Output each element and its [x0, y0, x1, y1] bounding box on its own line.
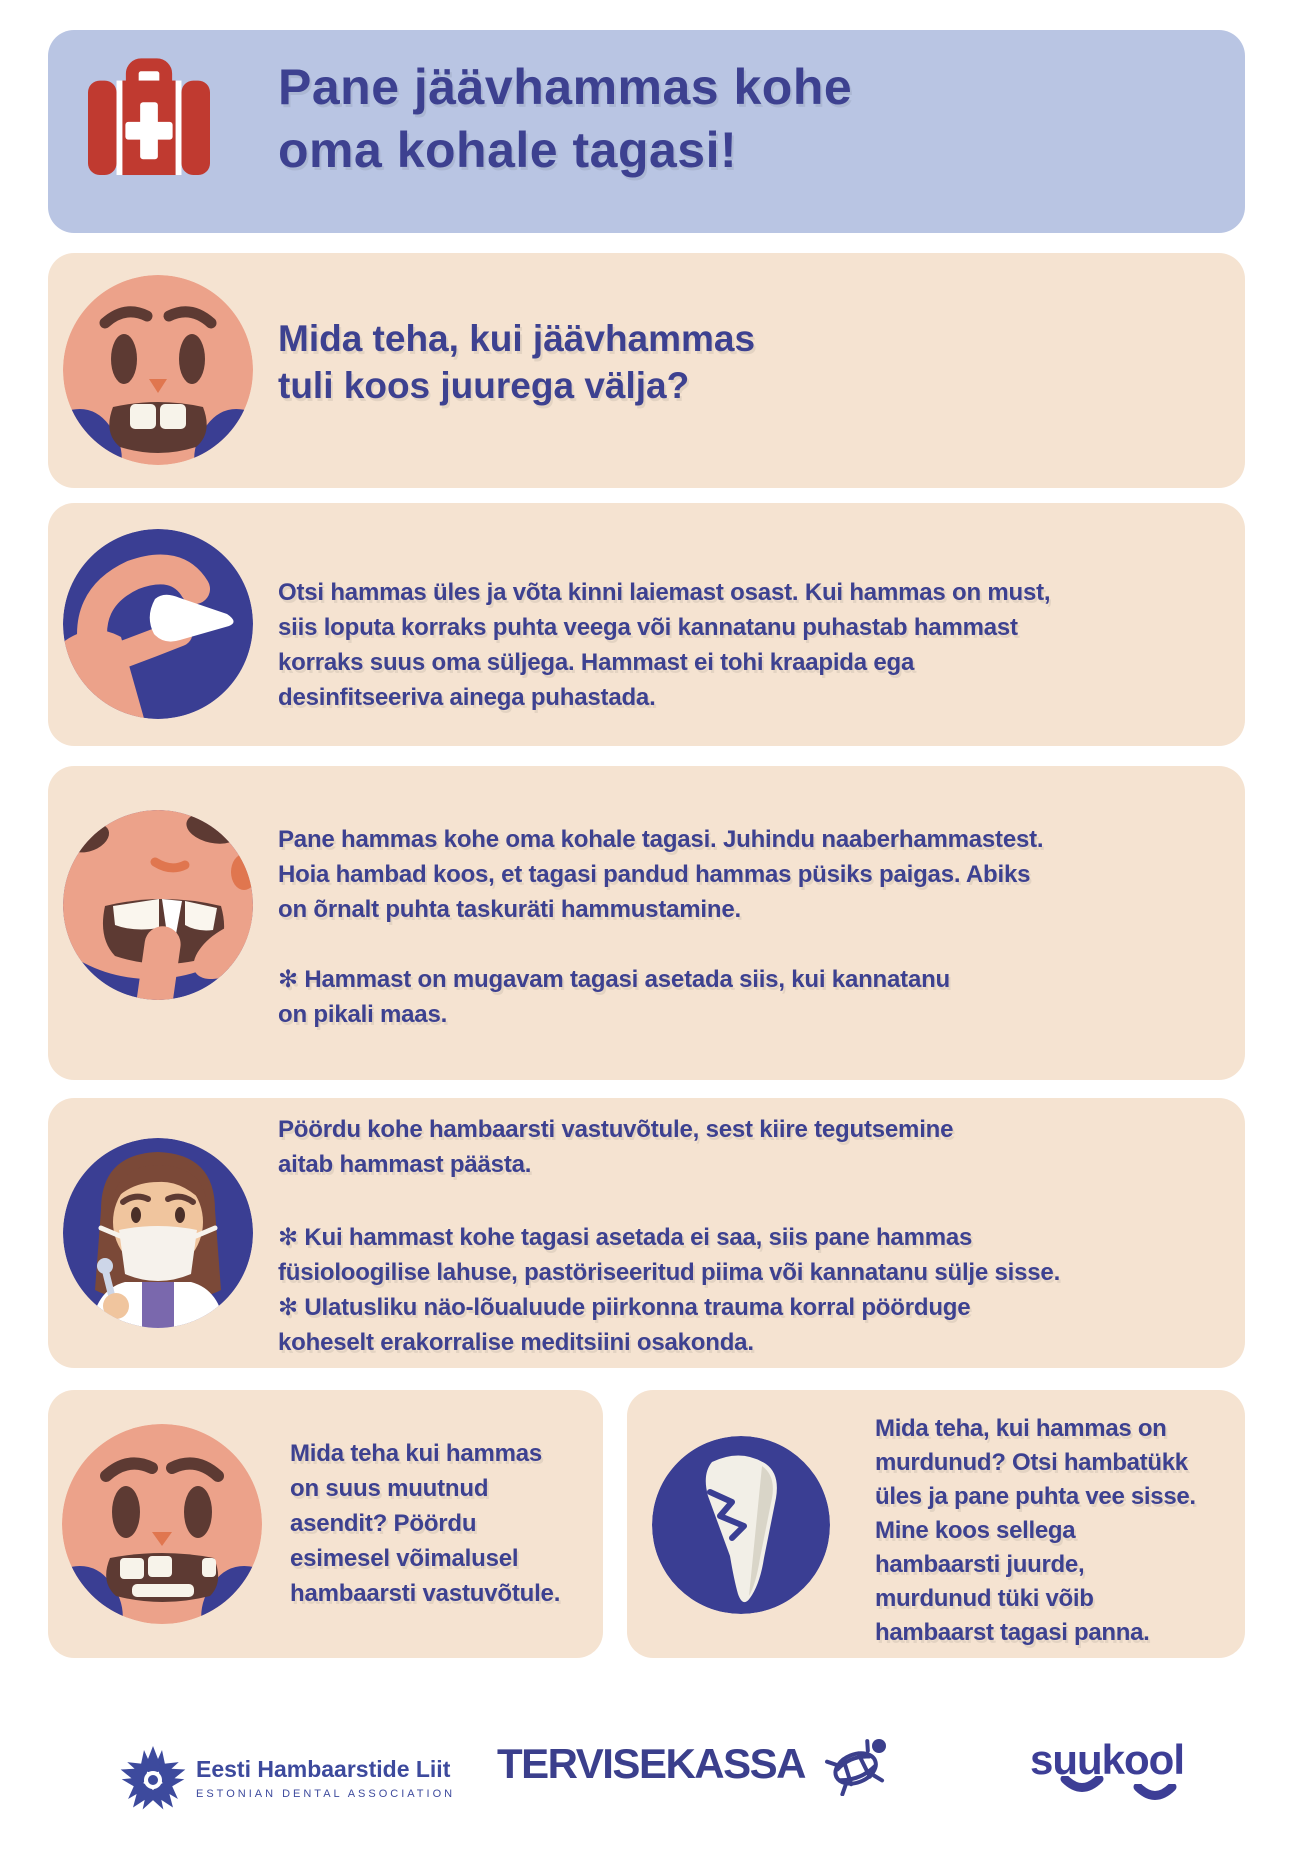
turtle-icon — [822, 1732, 890, 1801]
grimace-face-icon — [62, 1424, 262, 1624]
header-card — [48, 30, 1245, 233]
cornflower-icon — [118, 1802, 188, 1819]
broken-tooth-card — [627, 1390, 1245, 1658]
replant-text: Pane hammas kohe oma kohale tagasi. Juhindu naaberhammastest. Hoia hambad koos, et tagasi pandud hammas püsiks paigas. Abiks on õrnalt puhta taskuräti hammustamine. — [278, 826, 1044, 923]
question-card — [48, 253, 1245, 488]
replant-note: ✻ Hammast on mugavam tagasi asetada siis, kui kannatanu on pikali maas. — [278, 966, 951, 1028]
moved-tooth-text: Mida teha kui hammas on suus muutnud asendit? Pöördu esimesel võimalusel hambaarsti vastuvõtule. — [290, 1440, 561, 1607]
worried-face-icon — [63, 275, 253, 465]
hand-holding-tooth-icon — [63, 529, 253, 719]
suukool-name: suukool — [1030, 1736, 1185, 1783]
dental-association-logo — [118, 1745, 188, 1820]
poster-title: Pane jäävhammas kohe oma kohale tagasi! — [278, 59, 853, 178]
broken-tooth-text: Mida teha, kui hammas on murdunud? Otsi hambatükk üles ja pane puhta vee sisse. Mine koos sellega hambaarsti juurde, murdunud tüki võib hambaarst tagasi panna. — [875, 1415, 1196, 1646]
smile-mark-icon — [1133, 1784, 1177, 1804]
first-aid-kit-icon — [88, 54, 210, 181]
question-heading: Mida teha, kui jäävhammas tuli koos juurega välja? — [278, 318, 756, 406]
dentist-text: Pöördu kohe hambaarsti vastuvõtule, sest kiire tegutsemine aitab hammast päästa. — [278, 1116, 954, 1178]
dentist-card — [48, 1098, 1245, 1368]
tervisekassa-logo — [497, 1740, 805, 1788]
dentist-icon — [63, 1138, 253, 1328]
dental-association-name: Eesti Hambaarstide Liit — [196, 1756, 451, 1782]
find-tooth-text: Otsi hammas üles ja võta kinni laiemast osast. Kui hammas on must, siis loputa korraks puhta veega või kannatanu puhastab hammast korraks suus oma süljega. Hammast ei tohi kraapida ega desinfitseeriva ainega puhastada. — [278, 579, 1051, 711]
moved-tooth-card — [48, 1390, 603, 1658]
dentist-notes: ✻ Kui hammast kohe tagasi asetada ei saa, siis pane hammas füsioloogilise lahuse, pastöriseeritud piima või kannatanu sülje sisse. ✻ Ulatusliku näo-lõualuude piirkonna trauma korral pöörduge koheselt erakorralise meditsiini osakonda. — [278, 1224, 1061, 1356]
tervisekassa-name: TERVISEKASSA — [497, 1740, 805, 1787]
find-tooth-card — [48, 503, 1245, 746]
tooth-insert-mouth-icon — [63, 810, 253, 1000]
dental-association-subtitle: ESTONIAN DENTAL ASSOCIATION — [196, 1788, 456, 1800]
suukool-logo — [1030, 1736, 1184, 1784]
dental-association-text — [196, 1756, 455, 1800]
replant-card — [48, 766, 1245, 1080]
broken-tooth-icon — [652, 1436, 830, 1614]
smile-mark-icon — [1060, 1776, 1104, 1796]
